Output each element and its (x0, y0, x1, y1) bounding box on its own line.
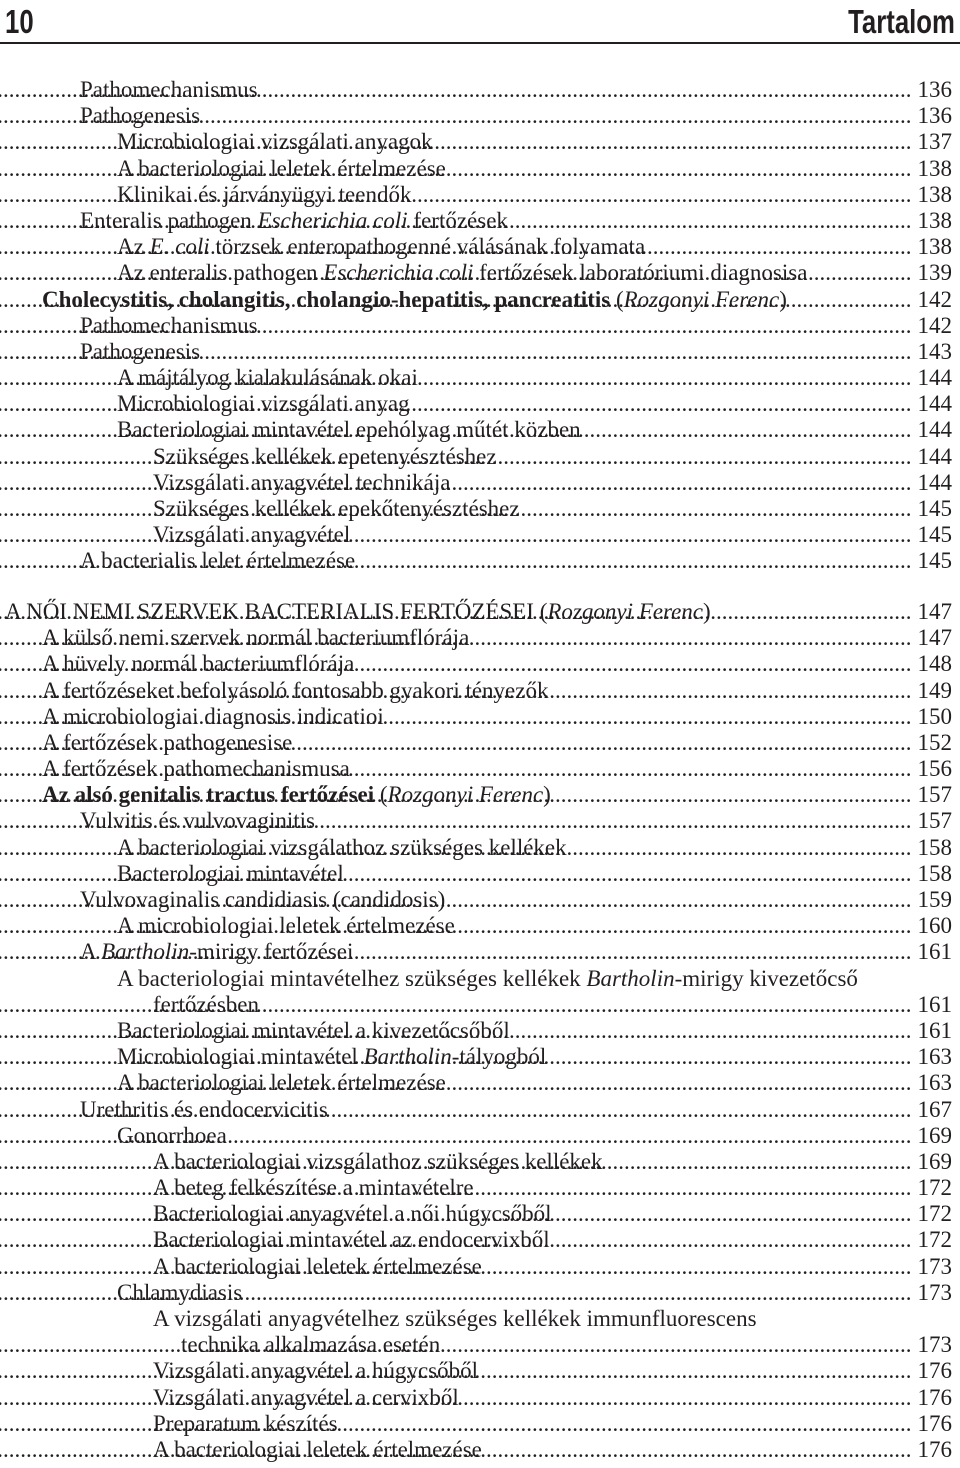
toc-entry-title: Pathomechanismus (80, 77, 258, 102)
toc-entry (0, 887, 960, 913)
dot-leader (340, 835, 912, 861)
toc-entry (0, 260, 960, 286)
toc-entry-title: Vizsgálati anyagvétel a húgycsőből (153, 1358, 478, 1384)
dot-leader (293, 1070, 911, 1096)
toc-line (0, 1254, 960, 1280)
toc-entry-title: Chlamydiasis (117, 1279, 243, 1305)
toc-page-number: 160 (917, 913, 952, 939)
toc-entry-title: Bacteriologiai anyagvétel a női húgycsőből (153, 1201, 552, 1227)
text-run: Microbiologiai mintavétel (117, 1044, 364, 1070)
toc-entry-title: A bacteriologiai leletek értelmezése (153, 1253, 482, 1279)
dot-leader (321, 1254, 911, 1280)
italic-text: Escherichia coli (323, 260, 474, 286)
toc-entry-title: Pathogenesis (80, 338, 201, 364)
toc-entry (0, 77, 960, 103)
toc-page-number: 161 (917, 1017, 952, 1043)
toc-entry (0, 365, 960, 391)
toc-line (0, 808, 960, 834)
dot-leader (186, 1123, 911, 1149)
toc-entry (0, 1385, 960, 1411)
text-run: Az enteralis pathogen (117, 260, 324, 286)
toc-page-number: 138 (917, 207, 952, 233)
dot-leader (297, 913, 912, 939)
toc-line (0, 651, 960, 677)
toc-line (0, 444, 960, 470)
toc-entry (0, 1201, 960, 1227)
toc-entry-title: Vizsgálati anyagvétel a cervixből (153, 1384, 459, 1410)
dot-leader (241, 704, 912, 730)
toc-page-number: 161 (917, 939, 952, 965)
toc-entry-title: Pathomechanismus (80, 312, 258, 338)
toc-line (0, 861, 960, 887)
toc-entry-title: A bacteriologiai vizsgálathoz szükséges kellékek (117, 834, 567, 860)
toc-entry-title: Vulvitis és vulvovaginitis (80, 808, 316, 834)
toc-entry (0, 808, 960, 834)
dot-leader (320, 1358, 912, 1384)
toc-line (0, 417, 960, 443)
toc-entry-title: Bacteriologiai mintavétel a kivezetőcsőből (117, 1017, 510, 1043)
dot-leader (278, 391, 912, 417)
toc-entry-title: Microbiologiai vizsgálati anyag (117, 391, 410, 417)
dot-leader (197, 730, 911, 756)
dot-leader (240, 548, 911, 574)
toc-line (0, 1149, 960, 1175)
toc-entry (0, 782, 960, 808)
toc-page-number: 142 (917, 286, 952, 312)
toc-line (0, 1411, 960, 1437)
dot-leader (383, 287, 911, 313)
toc-page-number: 157 (917, 808, 952, 834)
text-run: fertőzések laboratóriumi diagnosisa (473, 260, 808, 286)
toc-line (0, 1332, 960, 1358)
toc-entry (0, 287, 960, 313)
toc-line (0, 1018, 960, 1044)
text-run: ) (703, 598, 711, 624)
toc-page-number: 142 (917, 312, 952, 338)
toc-entry-title: A külső nemi szervek normál bacteriumflórája (42, 625, 470, 651)
dot-leader (279, 182, 912, 208)
toc-entry-title: Pathogenesis (80, 103, 201, 129)
toc-line (0, 625, 960, 651)
page-number: 10 (5, 3, 34, 40)
text-run: Enteralis pathogen (80, 207, 258, 233)
toc-entry-title: A vizsgálati anyagvételhez szükséges kellékek immunfluorescens (153, 1306, 757, 1332)
toc-entry (0, 730, 960, 756)
toc-page-number: 172 (917, 1227, 952, 1253)
toc-entry (0, 391, 960, 417)
toc-page-number: 158 (917, 860, 952, 886)
dot-leader (321, 1437, 911, 1463)
dot-leader (221, 808, 912, 834)
toc-page-number: 176 (917, 1410, 952, 1436)
toc-line (0, 1123, 960, 1149)
dot-leader (195, 1280, 912, 1306)
toc-entry (0, 129, 960, 155)
toc-line (0, 1175, 960, 1201)
toc-page-number: 173 (917, 1279, 952, 1305)
toc-page-number: 145 (917, 522, 952, 548)
dot-leader (307, 678, 911, 704)
toc-line (0, 913, 960, 939)
toc-page-number: 176 (917, 1436, 952, 1462)
toc-entry-title: A bacterialis lelet értelmezése (80, 548, 356, 574)
toc-entry (0, 835, 960, 861)
toc-line (0, 548, 960, 574)
toc-entry (0, 444, 960, 470)
toc-page-number: 173 (917, 1332, 952, 1358)
toc-page-number: 149 (917, 677, 952, 703)
dot-leader (217, 992, 912, 1018)
toc-entry (0, 1280, 960, 1306)
toc-entry (0, 756, 960, 782)
toc-entry-title: Gonorrhoea (117, 1122, 227, 1148)
toc-entry (0, 966, 960, 1018)
toc-line (0, 599, 960, 625)
dot-leader (264, 522, 912, 548)
dot-leader (308, 470, 911, 496)
toc-entry (0, 1070, 960, 1096)
toc-line (0, 260, 960, 286)
toc-entry-title: Vizsgálati anyagvétel (153, 522, 351, 548)
text-run: ( (374, 782, 388, 808)
toc-page-number: 152 (917, 729, 952, 755)
text-run: A bacteriologiai mintavételhez szükséges kellékek (117, 965, 587, 991)
toc-line (0, 1201, 960, 1227)
dot-leader (366, 1149, 912, 1175)
toc-page-number: 136 (917, 103, 952, 129)
toc-page-number: 147 (917, 598, 952, 624)
toc-entry (0, 913, 960, 939)
dot-leader (414, 260, 911, 286)
toc-line (0, 704, 960, 730)
toc-page-number: 139 (917, 260, 952, 286)
toc-page-number: 176 (917, 1384, 952, 1410)
toc-line (0, 939, 960, 965)
dot-leader (281, 365, 911, 391)
toc-line (0, 1044, 960, 1070)
toc-page-number: 156 (917, 756, 952, 782)
dot-leader (248, 861, 912, 887)
toc-entry-title: A bacteriologiai vizsgálathoz szükséges kellékek (153, 1148, 603, 1174)
toc-entry-title: A fertőzések pathogenesise (42, 729, 293, 755)
italic-text: Rozgonyi Ferenc (387, 782, 544, 808)
toc-entry-title: A fertőzéseket befolyásoló fontosabb gyakori tényezők (42, 677, 549, 703)
toc-chapter (0, 599, 960, 625)
toc-line (0, 496, 960, 522)
toc-page-number: 158 (917, 834, 952, 860)
text-run: ( (610, 286, 624, 312)
dot-leader (191, 77, 912, 103)
toc-line (0, 730, 960, 756)
toc-entry (0, 1175, 960, 1201)
dot-leader (293, 156, 911, 182)
dot-leader (158, 339, 911, 365)
italic-text: Bartholin (586, 965, 675, 991)
toc-line (0, 313, 960, 339)
toc-line (0, 234, 960, 260)
toc-page-number: 172 (917, 1201, 952, 1227)
toc-page-number: 157 (917, 782, 952, 808)
toc-entry (0, 1437, 960, 1463)
toc-page-number: 167 (917, 1096, 952, 1122)
toc-line (0, 678, 960, 704)
dot-leader (227, 651, 911, 677)
text-run: törzsek enteropathogenné válásának folyamata (209, 234, 646, 260)
toc-line (0, 1358, 960, 1384)
toc-entry-title: A hüvely normál bacteriumflórája (42, 651, 355, 677)
toc-page-number: 138 (917, 234, 952, 260)
toc-entry-title: Szükséges kellékek epetenyésztéshez (153, 443, 497, 469)
italic-text: Escherichia coli (257, 207, 408, 233)
toc-line (0, 782, 960, 808)
toc-entry (0, 704, 960, 730)
toc-entry (0, 1411, 960, 1437)
toc-entry-title: A bacteriologiai leletek értelmezése (153, 1436, 482, 1462)
toc-page-number: 144 (917, 417, 952, 443)
toc-page-number: 144 (917, 391, 952, 417)
toc-page-number: 145 (917, 548, 952, 574)
toc-line (0, 103, 960, 129)
dot-leader (308, 782, 911, 808)
toc-entry (0, 1358, 960, 1384)
toc-entry (0, 939, 960, 965)
dot-leader (258, 1411, 912, 1437)
dot-leader (366, 234, 911, 260)
toc-line (0, 756, 960, 782)
dot-leader (327, 444, 911, 470)
toc-line (0, 1280, 960, 1306)
toc-entry-title: Bacteriologiai mintavétel epehólyag műtét közben (117, 417, 581, 443)
dot-leader (280, 887, 912, 913)
toc-line (0, 129, 960, 155)
toc-entry-title: A microbiologiai leletek értelmezése (117, 913, 455, 939)
toc-page-number: 144 (917, 365, 952, 391)
toc-line (0, 887, 960, 913)
toc-page-number: 163 (917, 1044, 952, 1070)
toc-page-number: 145 (917, 496, 952, 521)
toc-entry (0, 208, 960, 234)
dot-leader (345, 417, 912, 443)
toc-line (0, 182, 960, 208)
toc-entry (0, 1018, 960, 1044)
toc-line (0, 522, 960, 548)
bold-text: Az alsó genitalis tractus fertőzései (42, 782, 375, 808)
dot-leader (318, 1175, 912, 1201)
toc-entry-title: Vizsgálati anyagvétel technikája (153, 469, 451, 495)
dot-leader (349, 599, 912, 625)
dot-leader (347, 1227, 912, 1253)
toc-entry-title: Bacterologiai mintavétel (117, 860, 344, 886)
dot-leader (277, 625, 912, 651)
toc-entry-title: Preparatum készítés (153, 1410, 338, 1436)
toc-page-number: 161 (917, 991, 952, 1017)
text-run: -tályogból (451, 1044, 547, 1070)
text-run: fertőzések (407, 207, 508, 233)
toc-entry (0, 339, 960, 365)
toc-page-number: 148 (917, 651, 952, 677)
running-header-title: Tartalom (848, 3, 955, 40)
toc-entry-title: Urethritis és endocervicitis (80, 1096, 328, 1122)
toc-entry-title: technika alkalmazása esetén (181, 1332, 441, 1358)
dot-leader (315, 1332, 911, 1358)
toc-page-number: 176 (917, 1358, 952, 1384)
toc-entry-title: A fertőzések pathomechanismusa (42, 756, 350, 782)
bold-text: Cholecystitis, cholangitis, cholangio-hepatitis, pancreatitis (42, 286, 611, 312)
toc-entry-title: Szükséges kellékek epekőtenyésztéshez (153, 496, 520, 521)
toc-line (0, 339, 960, 365)
toc-entry (0, 496, 960, 522)
toc-page-number: 144 (917, 469, 952, 495)
toc-entry (0, 182, 960, 208)
toc-entry-title: Microbiologiai vizsgálati anyagok (117, 129, 433, 155)
toc-page-number: 172 (917, 1175, 952, 1201)
toc-entry (0, 417, 960, 443)
toc-page-number: 169 (917, 1122, 952, 1148)
toc-entry (0, 103, 960, 129)
toc-line (0, 1437, 960, 1463)
toc-line (0, 470, 960, 496)
toc-entry-title (117, 966, 858, 992)
toc-entry-title: A májtályog kialakulásának okai (117, 365, 418, 391)
toc-page-number: 159 (917, 887, 952, 913)
toc-entry (0, 1227, 960, 1253)
toc-section (0, 599, 960, 1463)
toc-entry (0, 625, 960, 651)
toc-entry-title: Vulvovaginalis candidiasis (candidosis) (80, 887, 446, 913)
toc-line (0, 287, 960, 313)
italic-text: E. coli (149, 234, 210, 260)
toc-entry-title: Bacteriologiai mintavétel az endocervixből (153, 1227, 550, 1253)
toc-page-number: 163 (917, 1070, 952, 1096)
toc-line (0, 1097, 960, 1123)
toc-entry (0, 522, 960, 548)
text-run: A NŐI NEMI SZERVEK BACTERIALIS FERTŐZÉSEI ( (5, 598, 548, 624)
toc-entry (0, 548, 960, 574)
dot-leader (239, 939, 911, 965)
dot-leader (158, 103, 911, 129)
toc-entry (0, 678, 960, 704)
italic-text: Rozgonyi Ferenc (623, 286, 780, 312)
toc-section (0, 77, 960, 575)
dot-leader (191, 313, 912, 339)
toc-line (0, 77, 960, 103)
dot-leader (336, 496, 912, 522)
toc-entry-title: A bacteriologiai leletek értelmezése (117, 155, 446, 181)
toc-entry (0, 1149, 960, 1175)
text-run: A (80, 939, 102, 965)
toc-line (0, 1306, 960, 1332)
toc-entry (0, 861, 960, 887)
toc-entry (0, 1306, 960, 1358)
dot-leader (227, 1097, 911, 1123)
toc-line (0, 208, 960, 234)
toc-entry (0, 1254, 960, 1280)
toc-page-number: 173 (917, 1253, 952, 1279)
toc-entry-title: fertőzésben (153, 991, 259, 1017)
toc-entry (0, 470, 960, 496)
dot-leader (348, 1201, 912, 1227)
toc-page-number: 136 (917, 77, 952, 102)
toc-line (0, 966, 960, 992)
italic-text: Rozgonyi Ferenc (547, 598, 703, 624)
toc-entry (0, 651, 960, 677)
toc-entry (0, 156, 960, 182)
toc-line (0, 391, 960, 417)
text-run: -mirigy fertőzései (189, 939, 354, 965)
toc-page-number: 150 (917, 703, 952, 729)
toc-entry-title: Klinikai és járványügyi teendők (117, 181, 412, 207)
dot-leader (225, 756, 911, 782)
text-run: ) (779, 286, 787, 312)
toc-entry-title: A bacteriologiai leletek értelmezése (117, 1070, 446, 1096)
toc-page-number: 143 (917, 338, 952, 364)
toc-entry (0, 234, 960, 260)
toc-page-number: 137 (917, 129, 952, 155)
dot-leader (332, 1044, 911, 1070)
toc-entry (0, 1123, 960, 1149)
toc-entry (0, 1044, 960, 1070)
toc-entry-title: A microbiologiai diagnosis indicatioi (42, 703, 384, 729)
text-run: ) (543, 782, 551, 808)
toc-page-number: 169 (917, 1148, 952, 1174)
toc-entry (0, 1097, 960, 1123)
italic-text: Bartholin (363, 1044, 452, 1070)
toc-page-number: 138 (917, 181, 952, 207)
toc-entry (0, 313, 960, 339)
toc-line (0, 1070, 960, 1096)
header-rule (0, 42, 960, 44)
toc-line (0, 992, 960, 1018)
text-run: Az (117, 234, 150, 260)
dot-leader (312, 1385, 912, 1411)
toc-line (0, 365, 960, 391)
italic-text: Bartholin (101, 939, 190, 965)
toc-line (0, 1385, 960, 1411)
toc-page-number: 144 (917, 443, 952, 469)
dot-leader (305, 208, 912, 234)
toc-line (0, 156, 960, 182)
toc-page-number: 138 (917, 155, 952, 181)
dot-leader (319, 1018, 912, 1044)
table-of-contents (0, 77, 960, 1463)
toc-page-number: 147 (917, 625, 952, 651)
dot-leader (288, 129, 912, 155)
text-run: -mirigy kivezetőcső (674, 965, 858, 991)
toc-line (0, 835, 960, 861)
toc-entry-title: A beteg felkészítése a mintavételre (153, 1175, 474, 1201)
toc-line (0, 1227, 960, 1253)
